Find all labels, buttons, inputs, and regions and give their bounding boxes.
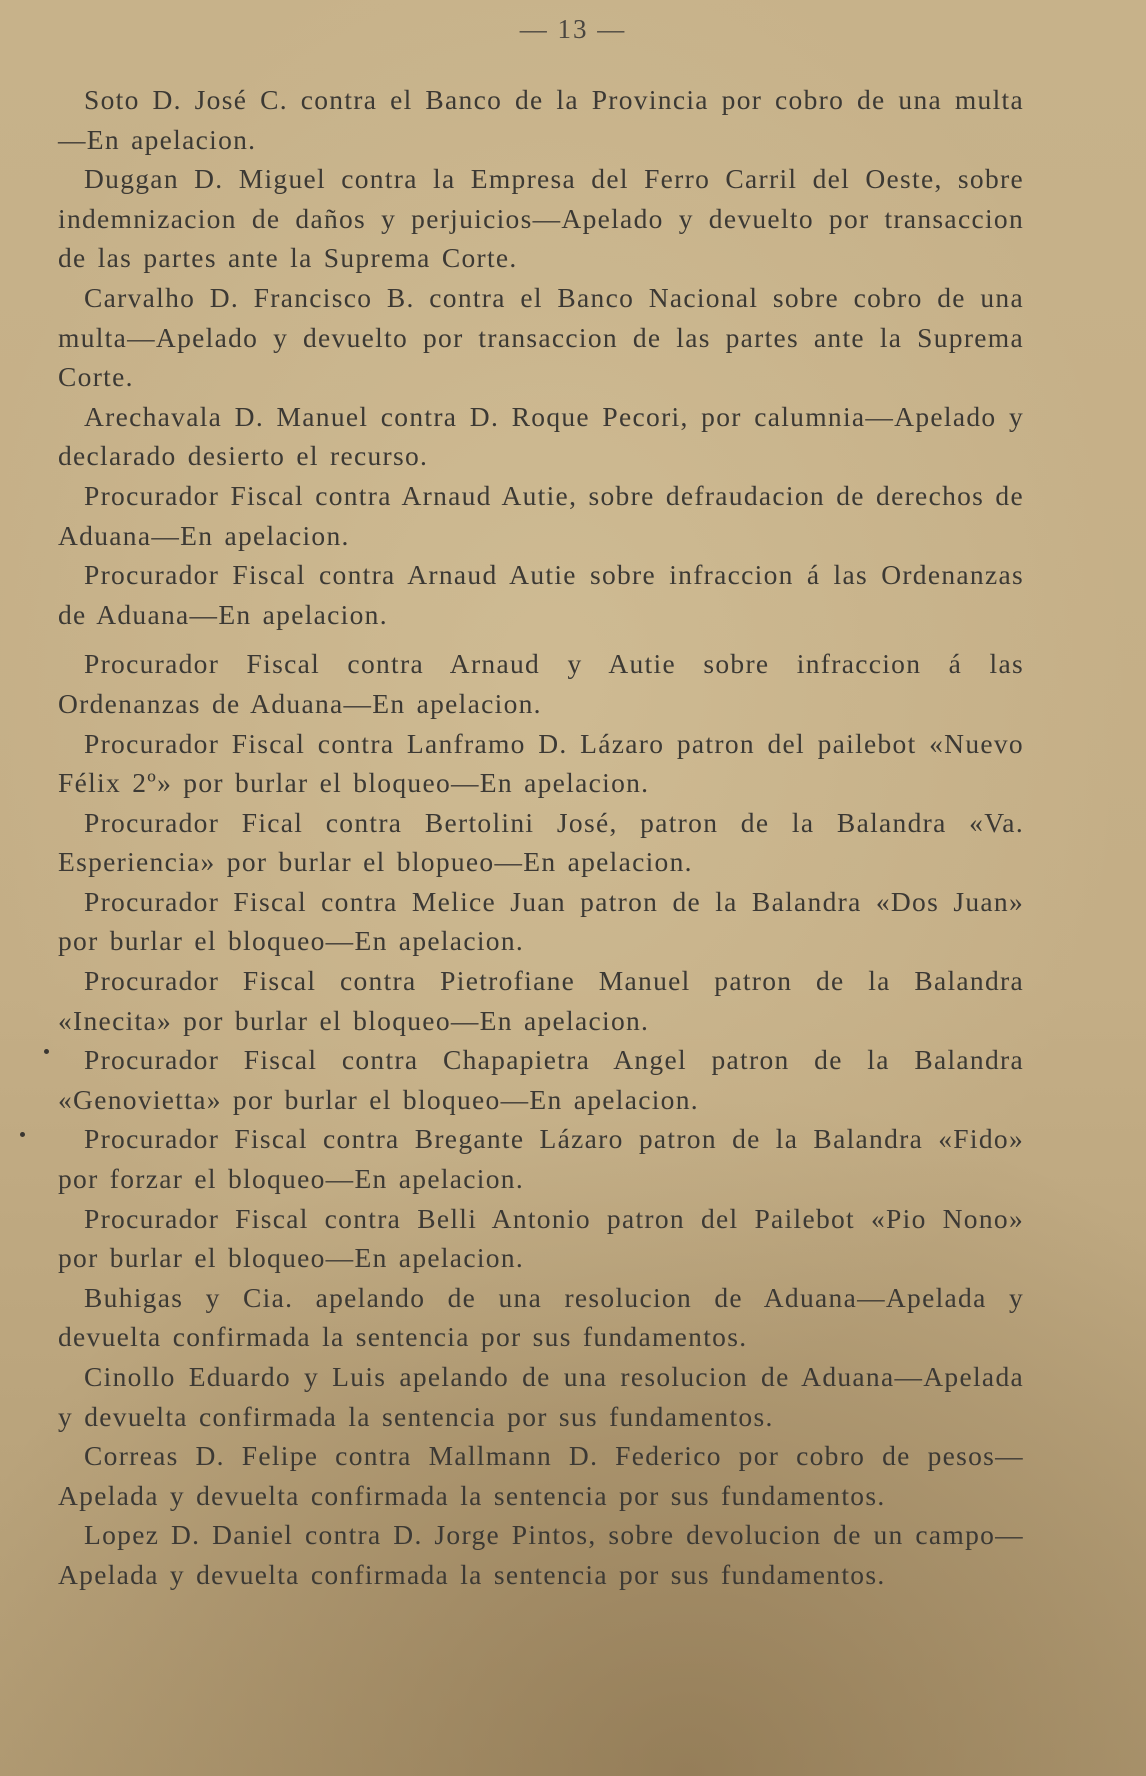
entry-11: Procurador Fiscal contra Pietrofiane Manuel patron de la Balandra «Inecita» por burlar el bloqueo—En apelacion. bbox=[58, 965, 1024, 1036]
entry-1: Soto D. José C. contra el Banco de la Provincia por cobro de una multa—En apelacion. bbox=[58, 84, 1024, 155]
entry-6: Procurador Fiscal contra Arnaud Autie sobre infraccion á las Ordenanzas de Aduana—En apelacion. bbox=[58, 559, 1024, 630]
entry-16: Cinollo Eduardo y Luis apelando de una resolucion de Aduana—Apelada y devuelta confirmada la sentencia por sus fundamentos. bbox=[58, 1361, 1024, 1432]
entry-13: Procurador Fiscal contra Bregante Lázaro patron de la Balandra «Fido» por forzar el bloqueo—En apelacion. bbox=[58, 1123, 1024, 1195]
entry-9: Procurador Fical contra Bertolini José, patron de la Balandra «Va. Esperiencia» por burlar el blopueo—En apelacion. bbox=[58, 806, 1024, 878]
entry-8: Procurador Fiscal contra Lanframo D. Lázaro patron del pailebot «Nuevo Félix 2º» por burlar el bloqueo—En apelacion. bbox=[58, 727, 1024, 799]
entry-15: Buhigas y Cia. apelando de una resolucion de Aduana—Apelada y devuelta confirmada la sentencia por sus fundamentos. bbox=[58, 1281, 1024, 1353]
entry-17: Correas D. Felipe contra Mallmann D. Federico por cobro de pesos—Apelada y devuelta confirmada la sentencia por sus fundamentos. bbox=[58, 1440, 1024, 1511]
margin-mark-dot bbox=[44, 1049, 49, 1054]
margin-mark-dot bbox=[20, 1132, 25, 1137]
text-body bbox=[58, 80, 1024, 1595]
entry-4: Arechavala D. Manuel contra D. Roque Pecori, por calumnia—Apelado y declarado desierto el recurso. bbox=[58, 400, 1024, 472]
entry-10: Procurador Fiscal contra Melice Juan patron de la Balandra «Dos Juan» por burlar el bloqueo—En apelacion. bbox=[58, 885, 1024, 957]
entry-2: Duggan D. Miguel contra la Empresa del Ferro Carril del Oeste, sobre indemnizacion de daños y perjuicios—Apelado y devuelto por transaccion de las partes ante la Suprema Corte. bbox=[58, 163, 1024, 274]
entry-18: Lopez D. Daniel contra D. Jorge Pintos, sobre devolucion de un campo—Apelada y devuelta confirmada la sentencia por sus fundamentos. bbox=[58, 1519, 1024, 1590]
entry-12: Procurador Fiscal contra Chapapietra Angel patron de la Balandra «Genovietta» por burlar el bloqueo—En apelacion. bbox=[58, 1044, 1024, 1115]
entry-5: Procurador Fiscal contra Arnaud Autie, sobre defraudacion de derechos de Aduana—En apelacion. bbox=[58, 479, 1024, 551]
page-number: — 13 — bbox=[519, 14, 627, 44]
entry-3: Carvalho D. Francisco B. contra el Banco Nacional sobre cobro de una multa—Apelado y devuelto por transaccion de las partes ante la Suprema Corte. bbox=[58, 281, 1024, 393]
entry-7: Procurador Fiscal contra Arnaud y Autie sobre infraccion á las Ordenanzas de Aduana—En apelacion. bbox=[58, 648, 1024, 719]
entry-14: Procurador Fiscal contra Belli Antonio patron del Pailebot «Pio Nono» por burlar el bloqueo—En apelacion. bbox=[58, 1202, 1024, 1274]
